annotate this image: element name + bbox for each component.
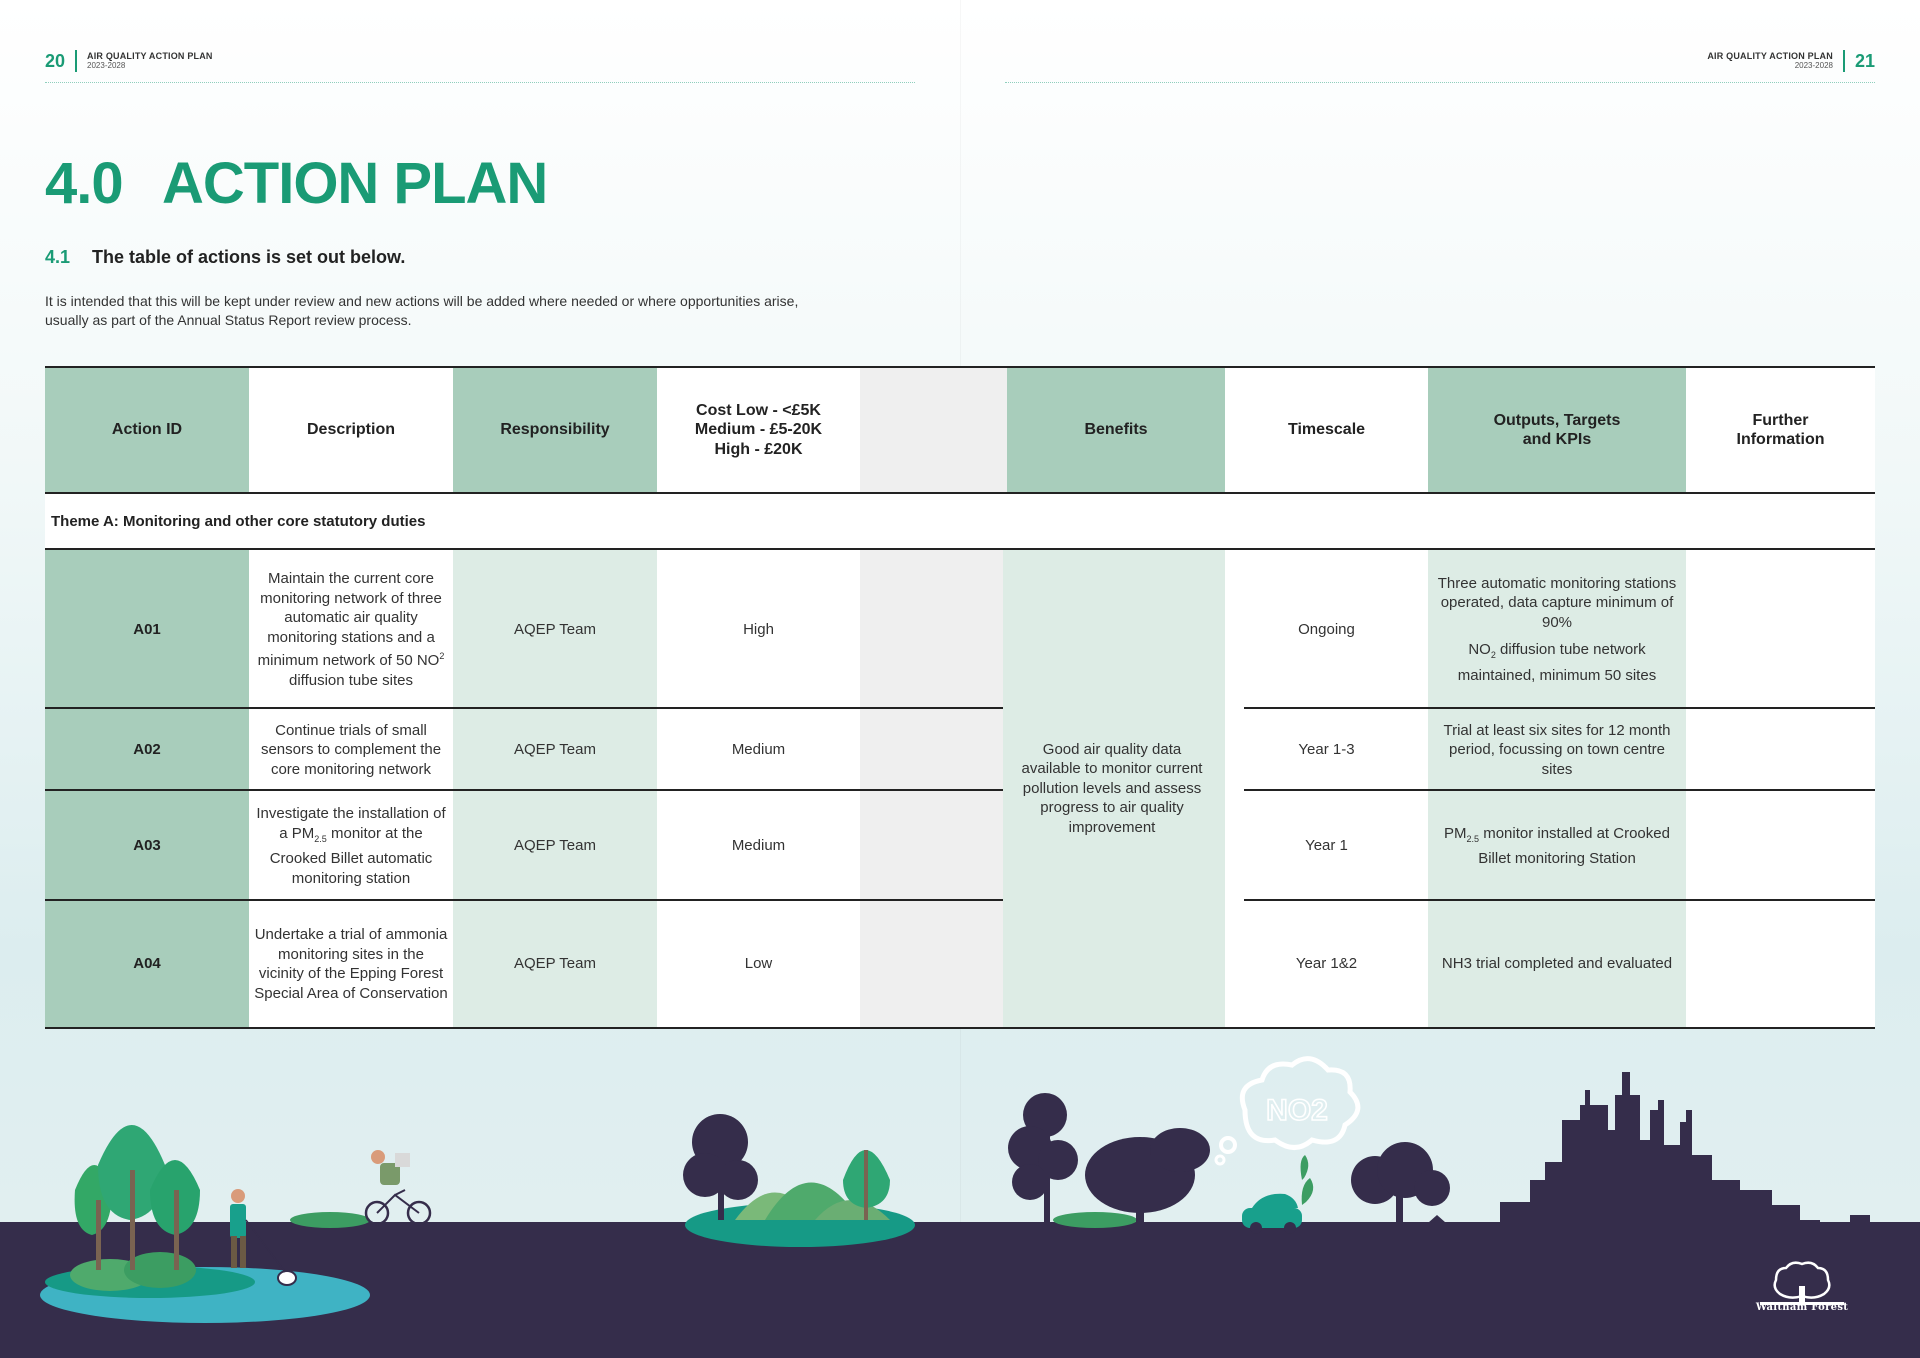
col-header-cost — [657, 368, 860, 492]
tree-trunk — [1044, 1130, 1050, 1252]
tree-trunk — [864, 1150, 868, 1220]
tree-trunk — [130, 1170, 135, 1270]
table-header-row — [45, 368, 1875, 494]
action-further-info — [1686, 709, 1875, 791]
description-text: diffusion tube sites — [289, 671, 413, 689]
no2-cloud — [1216, 1059, 1358, 1164]
bike-frame — [377, 1190, 419, 1213]
col-header-outputs-line: Outputs, Targets — [1493, 411, 1621, 429]
running-header-right — [1707, 50, 1875, 72]
action-responsibility: AQEP Team — [453, 901, 657, 1027]
cyclist-bag — [395, 1153, 410, 1167]
action-id: A01 — [45, 550, 249, 709]
action-outputs: NH3 trial completed and evaluated — [1428, 901, 1686, 1027]
action-cost: Low — [657, 901, 860, 1027]
theme-row: Theme A: Monitoring and other core statutory duties — [45, 494, 1875, 550]
subsection-heading — [45, 247, 405, 268]
col-header-further-line: Further — [1752, 411, 1809, 429]
logo-wordmark: Waltham Forest — [1755, 1302, 1849, 1313]
header-doc-years: 2023-2028 — [87, 61, 126, 70]
action-timescale: Year 1-3 — [1225, 709, 1428, 791]
intro-line: usually as part of the Annual Status Report review process. — [45, 312, 412, 328]
header-doc-title: AIR QUALITY ACTION PLAN — [87, 51, 213, 61]
action-cost: High — [657, 550, 860, 709]
col-header-outputs — [1428, 368, 1686, 492]
action-description — [249, 550, 453, 709]
col-header-further-line: Information — [1736, 431, 1825, 448]
output-sub: 2.5 — [1466, 833, 1480, 844]
action-cost: Medium — [657, 709, 860, 791]
col-header-benefits: Benefits — [1007, 368, 1225, 492]
cost-band-medium: Medium - £5-20K — [694, 421, 823, 439]
car-wheel — [1284, 1222, 1296, 1234]
action-timescale: Year 1&2 — [1225, 901, 1428, 1027]
output-text: Three automatic monitoring stations operated, data capture minimum of 90% — [1437, 574, 1677, 631]
dog-shape — [278, 1271, 296, 1285]
bush-shape — [290, 1212, 370, 1228]
col-header-outputs-line: and KPIs — [1522, 431, 1592, 448]
cost-band-high: High - £20K — [714, 440, 803, 458]
output-text: PM — [1444, 824, 1467, 842]
output-text: NO — [1468, 641, 1491, 659]
tree-shape — [1414, 1170, 1450, 1206]
header-doc-years: 2023-2028 — [1794, 61, 1833, 70]
output-text: diffusion tube network maintained, minimum 50 sites — [1457, 641, 1657, 684]
action-responsibility: AQEP Team — [453, 709, 657, 791]
col-header-timescale: Timescale — [1225, 368, 1428, 492]
col-header-blank — [860, 368, 1007, 492]
subsection-title: The table of actions is set out below. — [92, 247, 406, 267]
col-header-responsibility: Responsibility — [453, 368, 657, 492]
cloud-bubble — [1221, 1138, 1235, 1152]
shared-benefit: Good air quality data available to monitor current pollution levels and assess progress to air quality improvement — [1003, 550, 1221, 1027]
action-table — [45, 366, 1875, 1029]
description-text: Investigate the installation of a PM — [256, 805, 446, 842]
section-heading — [45, 150, 547, 217]
cost-band-low: Cost Low - <£5K — [696, 401, 821, 419]
tree-trunk — [1396, 1190, 1403, 1252]
header-rule-right — [1005, 82, 1875, 83]
blank-cell — [860, 901, 1007, 1027]
action-responsibility: AQEP Team — [453, 791, 657, 901]
city-skyline — [1458, 1072, 1870, 1252]
action-further-info — [1686, 791, 1875, 901]
tree-trunk — [1136, 1180, 1144, 1252]
col-header-further-info — [1686, 368, 1875, 492]
leaf-icon — [1302, 1178, 1314, 1205]
tree-shape — [1012, 1164, 1048, 1200]
action-description — [249, 791, 453, 901]
header-divider — [75, 50, 77, 72]
leash-line — [246, 1220, 285, 1272]
landscape-illustration — [0, 1030, 1920, 1358]
action-cost: Medium — [657, 791, 860, 901]
blank-cell — [860, 550, 1007, 709]
person-leg — [231, 1236, 237, 1268]
intro-line: It is intended that this will be kept under review and new actions will be added where needed or where opportunities arise, — [45, 293, 799, 309]
table-body — [45, 550, 1875, 1027]
action-outputs — [1428, 550, 1686, 709]
tree-shape — [1150, 1128, 1210, 1172]
person-body — [230, 1204, 246, 1238]
action-description: Undertake a trial of ammonia monitoring sites in the vicinity of the Epping Forest Special Area of Conservation — [249, 901, 453, 1027]
bush-shape — [1053, 1212, 1137, 1228]
col-header-description: Description — [249, 368, 453, 492]
header-divider — [1843, 50, 1845, 72]
cloud-label: NO2 — [1266, 1094, 1328, 1127]
section-number: 4.0 — [45, 151, 123, 216]
tree-trunk — [174, 1190, 179, 1270]
blank-cell — [860, 791, 1007, 901]
action-responsibility: AQEP Team — [453, 550, 657, 709]
action-id: A02 — [45, 709, 249, 791]
tree-trunk — [96, 1200, 101, 1270]
description-sub: 2.5 — [314, 833, 327, 844]
action-timescale: Ongoing — [1225, 550, 1428, 709]
header-doc-title: AIR QUALITY ACTION PLAN — [1707, 51, 1833, 61]
col-header-action-id: Action ID — [45, 368, 249, 492]
description-text: Maintain the current core monitoring network of three automatic air quality monitoring stations and a minimum network of 50 NO — [257, 570, 442, 669]
section-title: ACTION PLAN — [162, 151, 548, 216]
action-further-info — [1686, 901, 1875, 1027]
action-id: A04 — [45, 901, 249, 1027]
output-sub: 2 — [1490, 650, 1496, 661]
intro-paragraph — [45, 292, 905, 330]
output-text: monitor installed at Crooked Billet monitoring Station — [1478, 824, 1670, 867]
subsection-number: 4.1 — [45, 247, 71, 267]
tree-trunk — [718, 1170, 724, 1220]
person-leg — [240, 1236, 246, 1268]
house-shape — [1420, 1215, 1454, 1252]
leaf-icon — [1301, 1155, 1309, 1180]
action-timescale: Year 1 — [1225, 791, 1428, 901]
table-row — [45, 791, 1875, 901]
cloud-bubble — [1216, 1156, 1224, 1164]
car-wheel — [1250, 1222, 1262, 1234]
cyclist-head — [371, 1150, 385, 1164]
table-row — [45, 550, 1875, 709]
action-outputs — [1428, 791, 1686, 901]
header-rule-left — [45, 82, 915, 83]
table-row — [45, 901, 1875, 1027]
action-outputs: Trial at least six sites for 12 month period, focussing on town centre sites — [1428, 709, 1686, 791]
running-header-left — [45, 50, 213, 72]
action-description: Continue trials of small sensors to complement the core monitoring network — [249, 709, 453, 791]
description-text: monitor at the Crooked Billet automatic monitoring station — [269, 824, 433, 887]
output-text — [1433, 640, 1681, 685]
table-row — [45, 709, 1875, 791]
page-number-right: 21 — [1854, 50, 1875, 71]
description-sup: 2 — [439, 651, 445, 661]
car-roof — [1252, 1194, 1298, 1208]
logo-trunk — [1799, 1286, 1805, 1302]
blank-cell — [860, 709, 1007, 791]
action-id: A03 — [45, 791, 249, 901]
action-further-info — [1686, 550, 1875, 709]
page-number-left: 20 — [45, 50, 66, 71]
person-head — [231, 1189, 245, 1203]
